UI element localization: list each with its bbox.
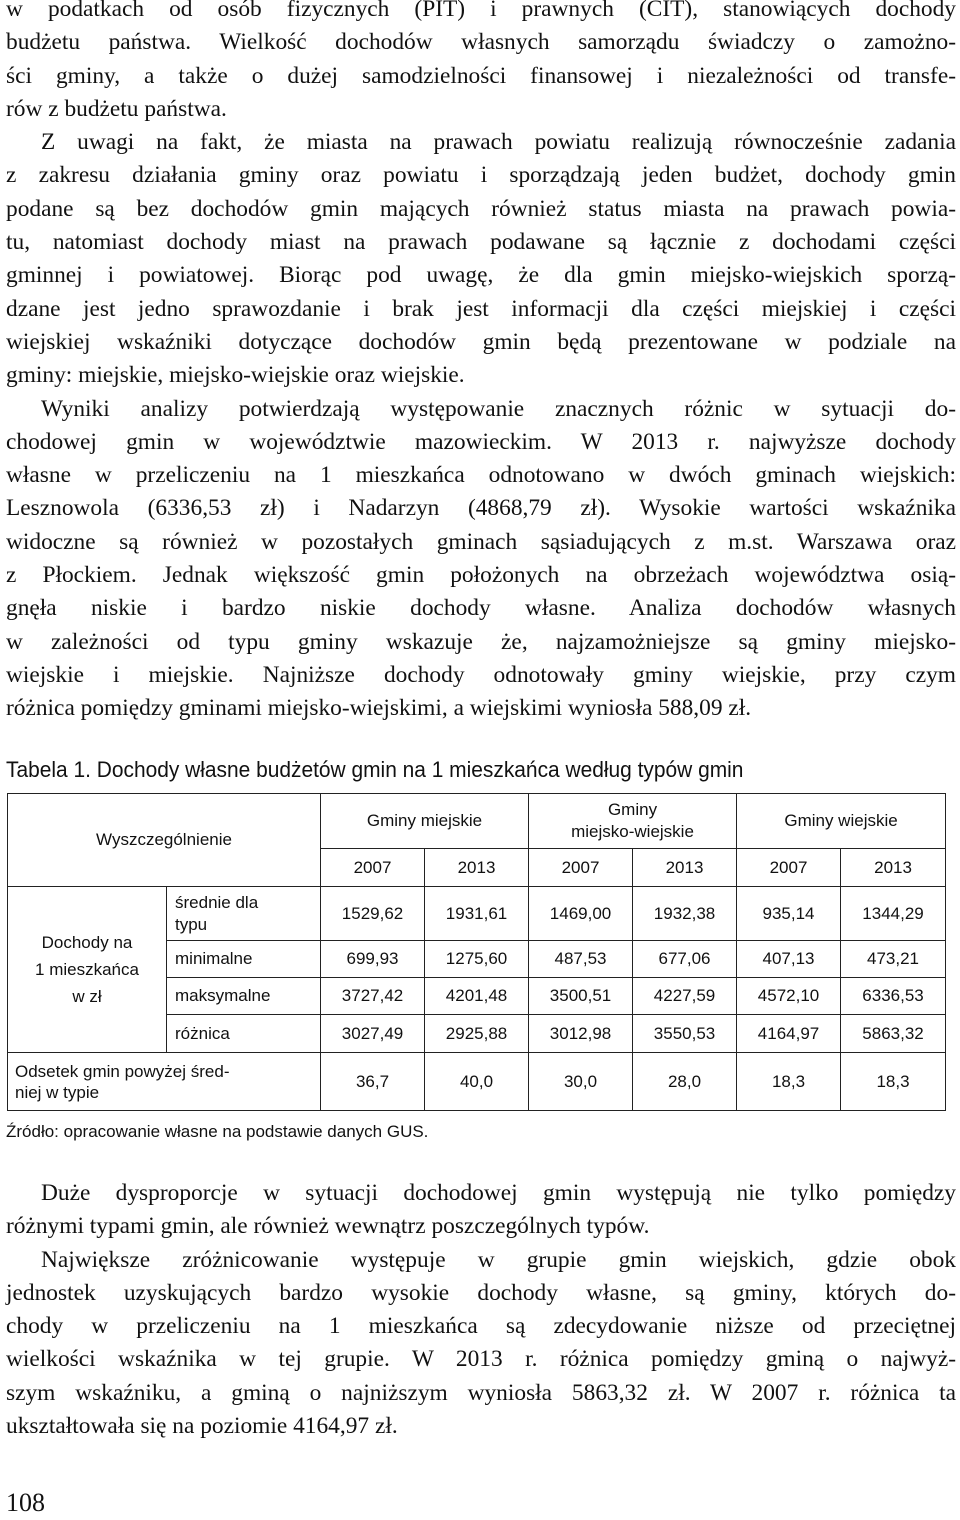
text-line: Wyniki analizy potwierdzają występowanie znacznych różnic w sytuacji do- [41, 395, 956, 422]
text-line: różnymi typami gmin, ale również wewnątrz poszczególnych typów. [6, 1213, 650, 1240]
header-group-rural: Gminy wiejskie [737, 794, 946, 849]
header-group-urban: Gminy miejskie [321, 794, 529, 849]
table-cell: 4201,48 [425, 978, 529, 1015]
page-number: 108 [6, 1488, 45, 1517]
text-line: Największe zróżnicowanie występuje w grupie gmin wiejskich, gdzie obok [41, 1246, 956, 1273]
text-line: z zakresu działania gminy oraz powiatu i sporządzają jeden budżet, dochody gmin [6, 162, 956, 189]
table-cell: 18,3 [737, 1053, 841, 1111]
text-line: gminy: miejskie, miejsko-wiejskie oraz wiejskie. [6, 362, 465, 389]
text-line: widoczne są również w pozostałych gminach sąsiadujących z m.st. Warszawa oraz [6, 528, 956, 555]
table-cell: 6336,53 [841, 978, 946, 1015]
text-line: wielkości wskaźnika w tej grupie. W 2013 r. różnica pomiędzy gminą o najwyż- [6, 1346, 956, 1373]
header-year: 2007 [737, 849, 841, 887]
text-line: Z uwagi na fakt, że miasta na prawach powiatu realizują równocześnie zadania [41, 129, 956, 156]
text-line: podane są bez dochodów gmin mających również status miasta na prawach powia- [6, 195, 956, 222]
table-cell: 1932,38 [633, 887, 737, 941]
text-line: chodowej gmin w województwie mazowieckim. W 2013 r. najwyższe dochody [6, 428, 956, 455]
table-cell: 487,53 [529, 941, 633, 978]
table-cell: 3012,98 [529, 1015, 633, 1053]
table-cell: 36,7 [321, 1053, 425, 1111]
header-specification: Wyszczególnienie [8, 794, 321, 887]
text-line: różnica pomiędzy gminami miejsko-wiejskimi, a wiejskimi wyniosła 588,09 zł. [6, 695, 752, 722]
table-cell: 473,21 [841, 941, 946, 978]
text-line: Duże dysproporcje w sytuacji dochodowej gmin występują nie tylko pomiędzy [41, 1180, 956, 1206]
table-caption: Tabela 1. Dochody własne budżetów gmin na 1 mieszkańca według typów gmin [6, 757, 744, 782]
text-line: z Płockiem. Jednak większość gmin położonych na obrzeżach województwa osią- [6, 562, 956, 589]
text-line: własne w przeliczeniu na 1 mieszkańca odnotowano w dwóch gminach wiejskich: [6, 462, 956, 489]
row-label-average: średnie dla typu [167, 887, 321, 941]
table-cell: 5863,32 [841, 1015, 946, 1053]
header-year: 2013 [841, 849, 946, 887]
text-line: jednostek uzyskujących bardzo wysokie dochody własne, są gminy, których do- [6, 1279, 956, 1306]
table-cell: 3500,51 [529, 978, 633, 1015]
table-cell: 18,3 [841, 1053, 946, 1111]
table-cell: 1529,62 [321, 887, 425, 941]
table-cell: 40,0 [425, 1053, 529, 1111]
row-label-share-above-average: Odsetek gmin powyżej śred- niej w typie [8, 1053, 321, 1111]
text-line: chody w przeliczeniu na 1 mieszkańca są zdecydowanie niższe od przeciętnej [6, 1313, 956, 1340]
text-block-bottom [6, 1177, 956, 1443]
text-line: gnęła niskie i bardzo niskie dochody własne. Analiza dochodów własnych [6, 595, 956, 622]
table-cell: 30,0 [529, 1053, 633, 1111]
table-cell: 677,06 [633, 941, 737, 978]
table-cell: 1469,00 [529, 887, 633, 941]
table-cell: 3727,42 [321, 978, 425, 1015]
row-label-minimum: minimalne [167, 941, 321, 978]
text-line: gminnej i powiatowej. Biorąc pod uwagę, że dla gmin miejsko-wiejskich sporzą- [6, 262, 956, 289]
table-cell: 1931,61 [425, 887, 529, 941]
text-line: szym wskaźniku, a gminą o najniższym wyniosła 5863,32 zł. W 2007 r. różnica ta [6, 1379, 956, 1406]
table-cell: 3027,49 [321, 1015, 425, 1053]
header-group-urban-rural: Gminy miejsko-wiejskie [529, 794, 737, 849]
table-cell: 3550,53 [633, 1015, 737, 1053]
income-table [7, 793, 946, 1111]
table-cell: 4572,10 [737, 978, 841, 1015]
row-label-maximum: maksymalne [167, 978, 321, 1015]
table-cell: 4164,97 [737, 1015, 841, 1053]
table-cell: 4227,59 [633, 978, 737, 1015]
text-line: Lesznowola (6336,53 zł) i Nadarzyn (4868,79 zł). Wysokie wartości wskaźnika [6, 495, 956, 522]
text-line: budżetu państwa. Wielkość dochodów własnych samorządu świadczy o zamożno- [6, 29, 956, 56]
header-year: 2013 [633, 849, 737, 887]
table-source: Źródło: opracowanie własne na podstawie danych GUS. [6, 1122, 429, 1141]
table-cell: 2925,88 [425, 1015, 529, 1053]
text-block-top [6, 0, 956, 726]
table-cell: 935,14 [737, 887, 841, 941]
row-label-difference: różnica [167, 1015, 321, 1053]
text-line: wiejskie i miejskie. Najniższe dochody odnotowały gminy wiejskie, przy czym [6, 661, 956, 688]
text-line: ści gminy, a także o dużej samodzielności finansowej i niezależności od transfe- [6, 62, 956, 89]
text-line: w zależności od typu gminy wskazuje że, najzamożniejsze są gminy miejsko- [6, 628, 956, 655]
text-line: w podatkach od osób fizycznych (PIT) i prawnych (CIT), stanowiących dochody [6, 0, 956, 22]
header-year: 2007 [321, 849, 425, 887]
text-line: dzane jest jedno sprawozdanie i brak jest informacji dla części miejskiej i części [6, 295, 956, 322]
text-line: tu, natomiast dochody miast na prawach podawane są łącznie z dochodami części [6, 229, 956, 256]
text-line: wiejskiej wskaźniki dotyczące dochodów gmin będą prezentowane w podziale na [6, 328, 956, 355]
row-group-label: Dochody na 1 mieszkańca w zł [8, 887, 167, 1053]
header-year: 2013 [425, 849, 529, 887]
table-cell: 699,93 [321, 941, 425, 978]
text-line: ukształtowała się na poziomie 4164,97 zł. [6, 1413, 398, 1440]
table-cell: 28,0 [633, 1053, 737, 1111]
table-cell: 1275,60 [425, 941, 529, 978]
text-line: rów z budżetu państwa. [6, 95, 227, 122]
header-year: 2007 [529, 849, 633, 887]
table-cell: 1344,29 [841, 887, 946, 941]
table-cell: 407,13 [737, 941, 841, 978]
